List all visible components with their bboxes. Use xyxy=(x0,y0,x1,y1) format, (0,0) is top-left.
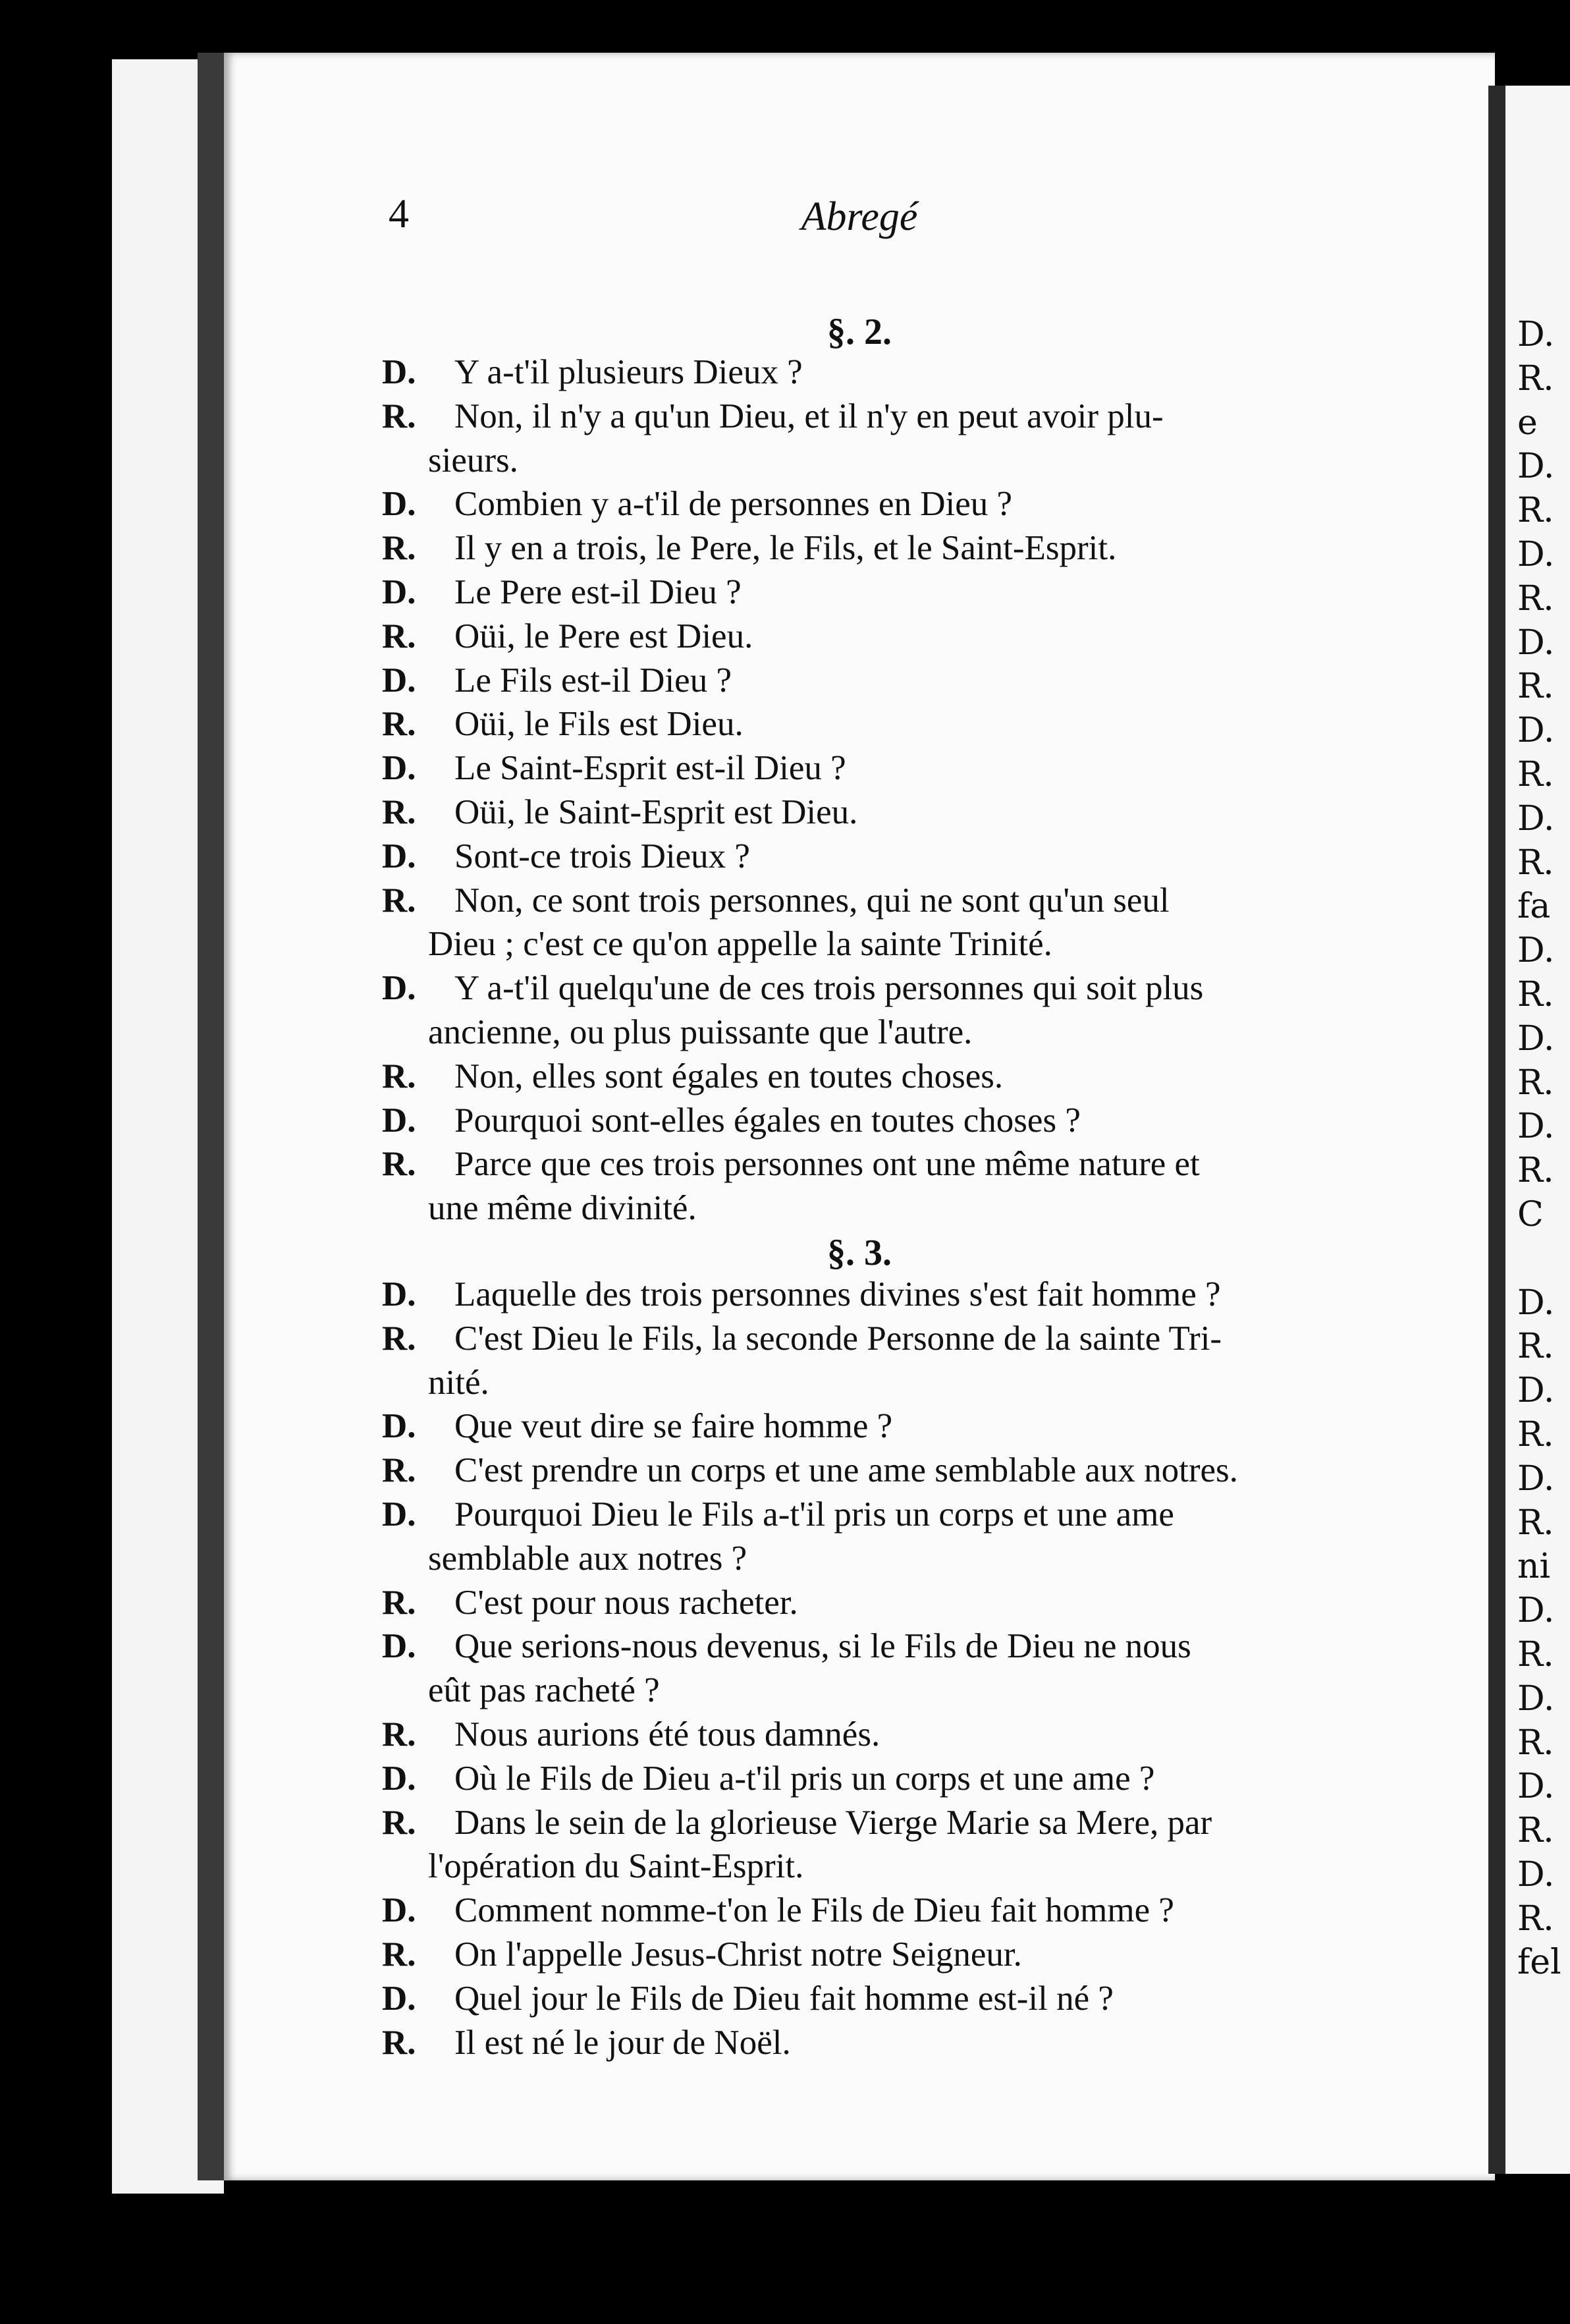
section-3-entries xyxy=(382,1273,1462,2064)
qa-line xyxy=(382,835,1462,879)
next-page-letter: R. xyxy=(1517,1151,1554,1191)
running-title: Abregé xyxy=(801,194,918,239)
next-page-letter: D. xyxy=(1517,1458,1555,1499)
qa-line xyxy=(382,790,1462,835)
speaker-mark: R. xyxy=(382,1057,416,1095)
line-text: Pourquoi Dieu le Fils a-t'il pris un corps et une ame xyxy=(454,1495,1174,1534)
line-text: Oüi, le Saint-Esprit est Dieu. xyxy=(454,792,858,831)
speaker-mark: R. xyxy=(382,397,416,435)
continuation-line: eût pas racheté ? xyxy=(428,1671,660,1710)
next-page-letter: R. xyxy=(1517,843,1554,883)
speaker-mark: R. xyxy=(382,617,416,655)
speaker-mark: R. xyxy=(382,1715,416,1754)
qa-line xyxy=(382,350,1462,395)
qa-line xyxy=(382,1273,1462,1317)
speaker-mark: R. xyxy=(382,1451,416,1490)
speaker-mark: D. xyxy=(382,1759,416,1798)
qa-line xyxy=(382,1055,1462,1099)
next-page-letter: D. xyxy=(1517,622,1555,663)
next-page-letter: R. xyxy=(1517,667,1554,707)
line-text: Où le Fils de Dieu a-t'il pris un corps et une ame ? xyxy=(454,1759,1155,1798)
qa-line xyxy=(382,1757,1462,1801)
qa-line xyxy=(382,526,1462,570)
line-text: Le Pere est-il Dieu ? xyxy=(454,572,742,611)
continuation-line: Dieu ; c'est ce qu'on appelle la sainte Trinité. xyxy=(428,925,1052,964)
next-page-letter: R. xyxy=(1517,1503,1554,1543)
line-text: Que serions-nous devenus, si le Fils de Dieu ne nous xyxy=(454,1627,1191,1666)
next-page-letter: D. xyxy=(1517,534,1555,574)
line-text: Nous aurions été tous damnés. xyxy=(454,1715,880,1754)
line-text: Oüi, le Pere est Dieu. xyxy=(454,617,753,655)
line-text: Le Fils est-il Dieu ? xyxy=(454,661,732,700)
next-page-letter: R. xyxy=(1517,358,1554,399)
continuation-line: l'opération du Saint-Esprit. xyxy=(428,1847,804,1886)
qa-line xyxy=(382,1581,1462,1625)
section-mark-3: §. 3. xyxy=(827,1232,892,1273)
next-page-letter: D. xyxy=(1517,447,1555,487)
next-page-letter: R. xyxy=(1517,1414,1554,1454)
next-page-letter: e xyxy=(1517,402,1538,443)
speaker-mark: R. xyxy=(382,1145,416,1184)
next-page-letter: fel xyxy=(1517,1943,1561,1983)
next-page-letter: D. xyxy=(1517,1854,1555,1895)
section-mark-2: §. 2. xyxy=(827,312,892,352)
next-page-letter: R. xyxy=(1517,1634,1554,1674)
qa-line xyxy=(382,746,1462,790)
line-text: Le Saint-Esprit est-il Dieu ? xyxy=(454,749,846,788)
next-page-letter: C xyxy=(1517,1194,1544,1234)
next-page-letter: D. xyxy=(1517,1107,1555,1147)
next-page-letter: R. xyxy=(1517,578,1554,619)
book-page xyxy=(198,53,1495,2180)
qa-line xyxy=(382,1801,1462,1845)
next-page-letter: D. xyxy=(1517,315,1555,354)
speaker-mark: R. xyxy=(382,529,416,568)
next-page-letter: R. xyxy=(1517,754,1554,794)
qa-line xyxy=(382,482,1462,526)
qa-line xyxy=(382,1889,1462,1933)
qa-line xyxy=(382,702,1462,746)
speaker-mark: R. xyxy=(382,705,416,744)
speaker-mark: D. xyxy=(382,1495,416,1534)
speaker-mark: R. xyxy=(382,1935,416,1974)
qa-line xyxy=(382,1449,1462,1493)
line-text: C'est prendre un corps et une ame semblable aux notres. xyxy=(454,1451,1238,1490)
next-page-letter: R. xyxy=(1517,974,1554,1014)
continuation-line: semblable aux notres ? xyxy=(428,1539,747,1578)
continuation-line: nité. xyxy=(428,1363,489,1402)
next-page-letter: D. xyxy=(1517,1371,1555,1411)
speaker-mark: R. xyxy=(382,792,416,831)
next-page-letter: R. xyxy=(1517,1327,1554,1367)
qa-line xyxy=(382,659,1462,703)
speaker-mark: R. xyxy=(382,1319,416,1358)
next-page-letter: D. xyxy=(1517,931,1555,971)
speaker-mark: D. xyxy=(382,1627,416,1666)
speaker-mark: D. xyxy=(382,1101,416,1140)
next-page-letter: D. xyxy=(1517,1591,1555,1631)
line-text: Combien y a-t'il de personnes en Dieu ? xyxy=(454,485,1013,524)
line-text: C'est Dieu le Fils, la seconde Personne de la sainte Tri- xyxy=(454,1319,1222,1358)
line-text: Dans le sein de la glorieuse Vierge Marie sa Mere, par xyxy=(454,1803,1212,1842)
continuation-line: une même divinité. xyxy=(428,1189,697,1228)
speaker-mark: R. xyxy=(382,2023,416,2062)
line-text: On l'appelle Jesus-Christ notre Seigneur. xyxy=(454,1935,1022,1974)
next-page-edge xyxy=(1488,86,1570,2174)
speaker-mark: D. xyxy=(382,1979,416,2018)
qa-line xyxy=(382,1142,1462,1186)
qa-line xyxy=(382,1493,1462,1537)
qa-line xyxy=(382,1933,1462,1977)
next-page-letters xyxy=(1517,313,1561,1985)
line-text: Non, il n'y a qu'un Dieu, et il n'y en peut avoir plu- xyxy=(454,397,1164,435)
qa-line xyxy=(382,1099,1462,1143)
next-page-letter: D. xyxy=(1517,1283,1555,1323)
next-page-letter: R. xyxy=(1517,1898,1554,1939)
line-text: Parce que ces trois personnes ont une même nature et xyxy=(454,1145,1200,1184)
next-page-letter: D. xyxy=(1517,1678,1555,1719)
continuation-line: ancienne, ou plus puissante que l'autre. xyxy=(428,1012,973,1051)
next-page-letter: D. xyxy=(1517,1018,1555,1059)
line-text: C'est pour nous racheter. xyxy=(454,1583,798,1622)
speaker-mark: D. xyxy=(382,1891,416,1930)
qa-line xyxy=(382,2021,1462,2065)
continuation-line: sieurs. xyxy=(428,441,518,480)
line-text: Quel jour le Fils de Dieu fait homme est-il né ? xyxy=(454,1979,1114,2018)
line-text: Il est né le jour de Noël. xyxy=(454,2023,791,2062)
line-text: Non, ce sont trois personnes, qui ne sont qu'un seul xyxy=(454,881,1170,920)
speaker-mark: D. xyxy=(382,837,416,875)
speaker-mark: D. xyxy=(382,485,416,524)
speaker-mark: D. xyxy=(382,572,416,611)
qa-line xyxy=(382,1404,1462,1449)
qa-line xyxy=(382,1713,1462,1757)
line-text: Non, elles sont égales en toutes choses. xyxy=(454,1057,1004,1095)
qa-line xyxy=(382,615,1462,659)
speaker-mark: D. xyxy=(382,353,416,391)
speaker-mark: R. xyxy=(382,1583,416,1622)
qa-line xyxy=(382,1624,1462,1669)
line-text: Que veut dire se faire homme ? xyxy=(454,1407,893,1446)
next-page-letter: R. xyxy=(1517,1063,1554,1103)
qa-line xyxy=(382,966,1462,1010)
qa-line xyxy=(382,570,1462,615)
line-text: Y a-t'il quelqu'une de ces trois personnes qui soit plus xyxy=(454,969,1204,1008)
line-text: Oüi, le Fils est Dieu. xyxy=(454,705,744,744)
line-text: Comment nomme-t'on le Fils de Dieu fait homme ? xyxy=(454,1891,1174,1930)
speaker-mark: D. xyxy=(382,1275,416,1314)
line-text: Il y en a trois, le Pere, le Fils, et le Saint-Esprit. xyxy=(454,529,1117,568)
page-number: 4 xyxy=(389,192,409,236)
speaker-mark: D. xyxy=(382,1407,416,1446)
next-page-letter: D. xyxy=(1517,798,1555,839)
qa-line xyxy=(382,1317,1462,1361)
line-text: Pourquoi sont-elles égales en toutes choses ? xyxy=(454,1101,1081,1140)
next-page-letter: D. xyxy=(1517,711,1555,751)
next-page-letter: D. xyxy=(1517,1767,1555,1807)
next-page-letter: R. xyxy=(1517,491,1554,531)
line-text: Sont-ce trois Dieux ? xyxy=(454,837,750,875)
section-2-entries xyxy=(382,350,1462,1231)
speaker-mark: R. xyxy=(382,1803,416,1842)
speaker-mark: D. xyxy=(382,661,416,700)
line-text: Laquelle des trois personnes divines s'est fait homme ? xyxy=(454,1275,1221,1314)
next-page-letter: fa xyxy=(1517,887,1551,927)
speaker-mark: D. xyxy=(382,749,416,788)
qa-line xyxy=(382,1977,1462,2021)
qa-line xyxy=(382,395,1462,439)
next-page-letter: R. xyxy=(1517,1811,1554,1851)
next-page-letter: R. xyxy=(1517,1723,1554,1763)
line-text: Y a-t'il plusieurs Dieux ? xyxy=(454,353,803,391)
speaker-mark: D. xyxy=(382,969,416,1008)
qa-line xyxy=(382,879,1462,923)
speaker-mark: R. xyxy=(382,881,416,920)
next-page-letter: ni xyxy=(1517,1547,1551,1587)
next-page-letter xyxy=(1517,1237,1561,1281)
